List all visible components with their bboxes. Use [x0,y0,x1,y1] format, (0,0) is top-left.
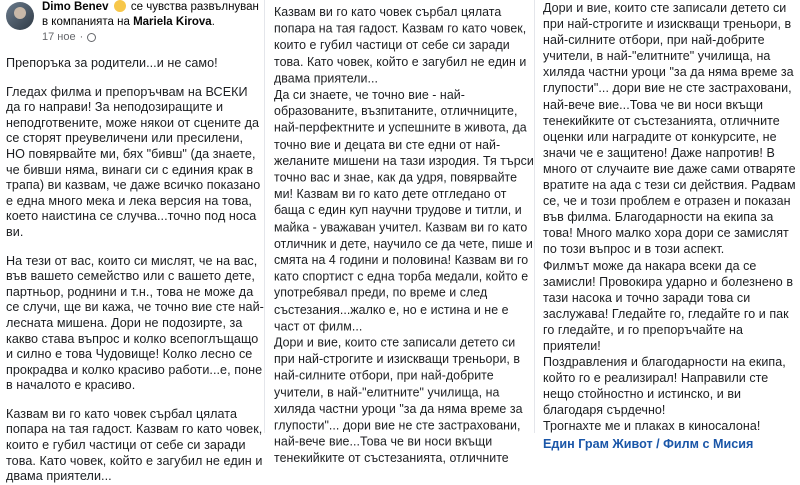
post-header-text: Dimo Benev се чувства развълнуван в компанията на Mariela Kirova. 17 ное · [42,0,264,45]
post-body-col3 [543,0,800,435]
post-date[interactable]: 17 ное [42,31,76,43]
author-name[interactable]: Dimo Benev [42,1,109,13]
paragraph: Филмът може да накара всеки да се замисли! Провокира ударно и болезнено в тази насока и точно заради това си заслужава! Гледайте го, гледайте го и пак го гледайте, и го препоръчайте на приятели! [543,258,794,353]
post-header [6,0,264,56]
globe-icon [87,33,96,42]
smiley-emoji-icon [114,0,126,12]
post-body-col2 [274,4,534,467]
paragraph: Поздравления и благодарности на екипа, който го е реализирал! Направили сте нещо стойностно и истинско, и ви благодаря сърдечно! [543,355,786,418]
paragraph: Дори и вие, които сте записали детето си при най-строгите и изискващи треньори, в най-силните отбори, при най-добрите учители, в най-"елитните" училища, на хиляда частни уроци "за да няма време за глупости"... дори вие не сте застраховани, най-вече вие...Това че ви носи вкъщи тенекийките от състезанията, отличните [274,335,523,466]
paragraph: Казвам ви го като човек сърбал цялата попара на тая гадост. Казвам го като човек, които е губил частици от себе си заради това. Като човек, който е загубил не един и двама приятели... [6,406,263,484]
post-column-2 [264,0,534,466]
paragraph: На тези от вас, които си мислят, че на вас, във вашето семейство или с вашето дете, партньор, роднини и т.н., това не може да се случи, ще ви кажа, че точно вие сте най-лесната мишена. Дори не подозирте, за какво става въпрос и колко всепоглъщащо и силно е това Чудовище! Колко лесно се прокрадва и колко красиво работи...е, поне в началото е красиво. [6,253,264,393]
feeling-text: се чувства развълнуван в компанията на [42,1,259,28]
paragraph: Препоръка за родители...и не само! [6,56,218,70]
avatar[interactable] [6,2,34,30]
meta-separator: · [79,31,84,43]
post-body-col1 [6,56,264,485]
post-meta [42,30,264,45]
paragraph: Дори и вие, които сте записали детето си при най-строгите и изискващи треньори, в най-силните отбори, при най-добрите учители, в най-"елитните" училища, на хиляда частни уроци "за да няма време за глупости"... дори вие не сте застраховани, най-вече вие...Това че ви носи вкъщи тенекийките от състезанията, отличните оценки или наградите от конкурсите, не значи че е защитено! Даже напротив! В много от случаите вие даже сами отваряте вратите на ада с тези си действия. Радвам се, че и този проблем е отразен и показан във филма. Благодарности на екипа за това! Много малко хора дори се замислят по този въпрос и в този аспект. [543,1,796,257]
paragraph: Трогнахте ме и плаках в киносалона! [543,419,761,434]
paragraph: Казвам ви го като човек сърбал цялата попара на тая гадост. Казвам го като човек, които е губил частици от себе си заради това. Като човек, който е загубил не един и двама приятели... [274,5,527,86]
paragraph: Да си знаете, че точно вие - най-образованите, възпитаните, отличниците, най-перфектните и успешните в живота, да точно вие и децата ви сте едни от най-желаните мишени на тази изродия. Тя търси точно вас и знае, как да удря, повярвайте ми! Казвам ви го като дете отгледано от баща с един куп научни трудове и титли, и майка - уважаван учител. Казвам ви го като отличник и дете, научило се да чете, пише и смята на 4 години и половина! Казвам ви го като спортист с една торба медали, който е употребявал преди, по време и след състезания...жалко е, но е истина и не е част от филм... [274,87,534,334]
paragraph: Гледах филма и препоръчвам на ВСЕКИ да го направи! За неподозиращите и неподготвените, може някои от сцените да се сторят преувеличени или пресилени, НО повярвайте ми, бях "бивш" (да знаете, че бивши няма, винаги си с единия крак в трапа) ви казвам, че даже всичко показано е една много мека и лека версия на това, което наистина се случва...точно под носа ви. [6,84,261,239]
post-column-1 [0,0,264,484]
signature: Един Грам Живот / Филм с Мисия [543,436,754,451]
tagged-person-link[interactable]: Mariela Kirova [133,16,212,28]
post-column-3 [534,0,800,451]
